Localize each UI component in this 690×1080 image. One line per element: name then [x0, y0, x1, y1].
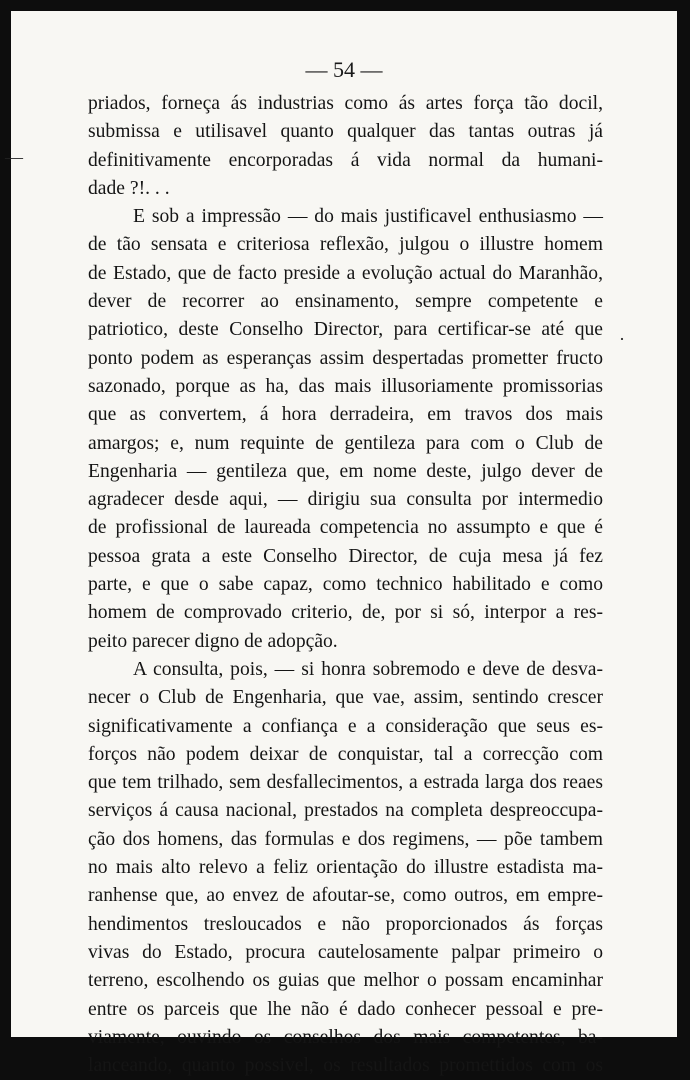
page-number: — 54 —: [305, 57, 383, 82]
text-line: serviços á causa nacional, prestados na completa despreoccupa-: [88, 800, 603, 822]
text-line: A consulta, pois, — si honra sobremodo e deve de desva-: [133, 658, 603, 680]
body-text: [88, 90, 603, 1080]
text-line: amargos; e, num requinte de gentileza para com o Club de: [88, 432, 603, 454]
text-line: submissa e utilisavel quanto qualquer das tantas outras já: [88, 121, 603, 143]
text-line: que as convertem, á hora derradeira, em travos dos mais: [88, 404, 603, 426]
text-line: que tem trilhado, sem desfallecimentos, a estrada larga dos reaes: [88, 772, 603, 794]
text-line: homem de comprovado criterio, de, por si só, interpor a res-: [88, 602, 603, 624]
paragraph: [88, 203, 603, 656]
text-line: E sob a impressão — do mais justificavel enthusiasmo —: [133, 206, 603, 228]
text-line: de Estado, que de facto preside a evolução actual do Maranhão,: [88, 262, 603, 284]
paragraph: [88, 656, 603, 1080]
text-line: lanceando, quanto possivel, os resultados promettidos com os: [88, 1055, 603, 1077]
text-line: forços não podem deixar de conquistar, tal a correcção com: [88, 743, 603, 765]
text-line: entre os parceis que lhe não é dado conhecer pessoal e pre-: [88, 998, 603, 1020]
text-line: de profissional de laureada competencia no assumpto e que é: [88, 517, 603, 539]
text-line: patriotico, deste Conselho Director, para certificar-se até que: [88, 319, 603, 341]
right-margin-mark: ·: [619, 329, 625, 349]
text-line: vivas do Estado, procura cautelosamente palpar primeiro o: [88, 941, 603, 963]
book-page: [5, 11, 677, 1077]
text-line: dade ?!. . .: [88, 177, 170, 199]
text-line: Engenharia — gentileza que, em nome deste, julgo dever de: [88, 460, 603, 482]
text-line: agradecer desde aqui, — dirigiu sua consulta por intermedio: [88, 489, 603, 511]
text-line: no mais alto relevo a feliz orientação do illustre estadista ma-: [88, 857, 603, 879]
text-line: ponto podem as esperanças assim despertadas prometter fructo: [88, 347, 603, 369]
text-line: dever de recorrer ao ensinamento, sempre competente e: [88, 291, 603, 313]
text-line: necer o Club de Engenharia, que vae, assim, sentindo crescer: [88, 687, 603, 709]
text-line: priados, forneça ás industrias como ás artes força tão docil,: [88, 93, 603, 114]
text-line: peito parecer digno de adopção.: [88, 630, 338, 652]
text-line: ção dos homens, das formulas e dos regimens, — põe tambem: [88, 828, 603, 850]
text-line: de tão sensata e criteriosa reflexão, julgou o illustre homem: [88, 234, 603, 256]
text-line: definitivamente encorporadas á vida normal da humani-: [88, 149, 603, 171]
text-line: viamente, ouvindo os conselhos dos mais competentes, ba-: [88, 1026, 603, 1048]
text-line: sazonado, porque as ha, das mais illusoriamente promissorias: [88, 375, 603, 397]
text-line: terreno, escolhendo os guias que melhor o possam encaminhar: [88, 970, 603, 992]
text-line: ranhense que, ao envez de afoutar-se, como outros, em empre-: [88, 885, 603, 907]
paragraph: [88, 90, 603, 203]
text-line: pessoa grata a este Conselho Director, de cuja mesa já fez: [88, 545, 603, 567]
text-line: significativamente a confiança e a consideração que seus es-: [88, 715, 603, 737]
left-margin-mark: —: [5, 147, 23, 167]
text-line: hendimentos tresloucados e não proporcionados ás forças: [88, 913, 603, 935]
text-line: parte, e que o sabe capaz, como technico habilitado e como: [88, 574, 603, 596]
